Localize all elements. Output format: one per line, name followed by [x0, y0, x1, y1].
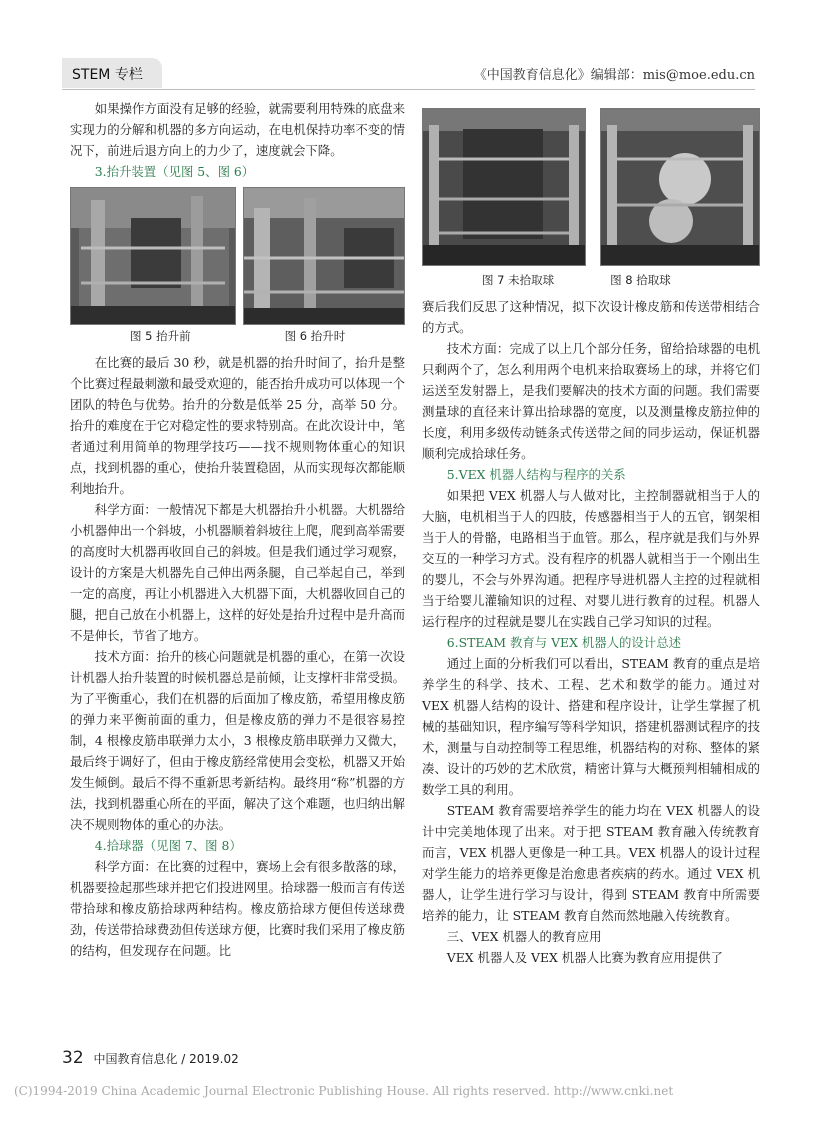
figure-8-caption: 图 8 拾取球	[610, 273, 671, 287]
page-number: 32	[62, 1048, 84, 1068]
left-column	[70, 98, 405, 961]
section-tab	[62, 58, 162, 88]
subheading-lifting-device: 3.抬升装置（见图 5、图 6）	[94, 164, 255, 179]
paragraph: 科学方面：在比赛的过程中，赛场上会有很多散落的球，机器要捡起那些球并把它们投进网里。拾球器一般而言有传送带拾球和橡皮筋拾球两种结构。橡皮筋拾球方便但传送球费劲，传送带拾球费劲但传送球方便，比赛时我们采用了橡皮筋的结构，但发现存在问题。比	[70, 859, 405, 958]
paragraph: 赛后我们反思了这种情况，拟下次设计橡皮筋和传送带相结合的方式。	[422, 299, 760, 335]
journal-issue: 中国教育信息化 / 2019.02	[93, 1052, 239, 1066]
subheading-steam-summary: 6.STEAM 教育与 VEX 机器人的设计总述	[446, 635, 681, 650]
copyright-notice: (C)1994-2019 China Academic Journal Electronic Publishing House. All rights reserved. http://www.cnki.net	[14, 1084, 674, 1098]
paragraph: 如果操作方面没有足够的经验，就需要利用特殊的底盘来实现力的分解和机器的多方向运动，在电机保持功率不变的情况下，前进后退方向上的力少了，速度就会下降。	[70, 101, 405, 158]
paragraph: 在比赛的最后 30 秒，就是机器的抬升时间了，抬升是整个比赛过程最刺激和最受欢迎的，能否抬升成功可以体现一个团队的特色与优势。抬升的分数是低举 25 分，高举 50 分。抬升的难度在于它对稳定性的要求特别高。在此次设计中，笔者通过利用简单的物理学技巧——找不规则物体重心的知识点，找到机器的重心，使抬升装置稳固，从而实现每次都能顺利地抬升。	[70, 355, 405, 496]
subheading-ball-picker: 4.拾球器（见图 7、图 8）	[94, 838, 242, 853]
header-divider	[62, 89, 755, 90]
paragraph: STEAM 教育需要培养学生的能力均在 VEX 机器人的设计中完美地体现了出来。对于把 STEAM 教育融入传统教育而言，VEX 机器人更像是一种工具。VEX 机器人的设计过程对学生能力的培养更像是治愈患者疾病的药水。通过 VEX 机器人，让学生进行学习与设计，得到 STEAM 教育中所需要培养的能力，让 STEAM 教育自然而然地融入传统教育。	[422, 803, 760, 923]
section-tab-label: STEM 专栏	[72, 67, 143, 83]
figure-5-photo	[70, 187, 236, 325]
subheading-structure-program: 5.VEX 机器人结构与程序的关系	[446, 467, 626, 482]
section-heading-education-application: 三、VEX 机器人的教育应用	[446, 929, 602, 944]
right-column	[422, 108, 760, 968]
figure-5-caption: 图 5 抬升前	[130, 329, 191, 343]
figure-7-photo	[422, 108, 586, 266]
paragraph: 科学方面：一般情况下都是大机器抬升小机器。大机器给小机器伸出一个斜坡，小机器顺着斜坡往上爬，爬到高举需要的高度时大机器再收回自己的斜坡。但是我们通过学习观察，设计的方案是大机器先自己伸出两条腿，自己举起自己，举到一定的高度，再让小机器进入大机器下面，大机器收回自己的腿，把自己放在小机器上，这样的好处是抬升过程中是升高而不是伸长，节省了地方。	[70, 502, 405, 643]
paragraph: 如果把 VEX 机器人与人做对比，主控制器就相当于人的大脑，电机相当于人的四肢，传感器相当于人的五官，钢架相当于人的骨骼，电路相当于血管。那么，程序就是我们与外界交互的一种学习方式。没有程序的机器人就相当于一个刚出生的婴儿，不会与外界沟通。把程序导进机器人主控的过程就相当于给婴儿灌输知识的过程、对婴儿进行教育的过程。机器人运行程序的过程就是婴儿在实践自己学习知识的过程。	[422, 488, 760, 629]
figure-6-photo	[243, 187, 405, 325]
journal-contact: 《中国教育信息化》编辑部：mis@moe.edu.cn	[473, 68, 755, 83]
paragraph: 技术方面：完成了以上几个部分任务，留给拾球器的电机只剩两个了，怎么利用两个电机来拾取赛场上的球，并将它们运送至发射器上，是我们要解决的技术方面的问题。我们需要测量球的直径来计算出拾球器的宽度，以及测量橡皮筋拉伸的长度，利用多级传动链条式传送带之间的同步运动，保证机器顺利完成拾球任务。	[422, 341, 760, 461]
figure-6-caption: 图 6 抬升时	[284, 329, 346, 343]
page-footer	[62, 1048, 239, 1068]
paragraph: 技术方面：抬升的核心问题就是机器的重心，在第一次设计机器人抬升装置的时候机器总是前倾，让支撑杆非常受损。为了平衡重心，我们在机器的后面加了橡皮筋，希望用橡皮筋的弹力来平衡前面的重力，但是橡皮筋的弹力不是很容易控制，4 根橡皮筋串联弹力太小，3 根橡皮筋串联弹力又微大，最后终于调好了，但由于橡皮筋经常使用会变松，机器又开始发生倾倒。最后不得不重新思考新结构。最终用“称”机器的方法，找到机器重心所在的平面，解决了这个难题，也归纳出解决不规则物体的重心的办法。	[70, 649, 405, 832]
paragraph: 通过上面的分析我们可以看出，STEAM 教育的重点是培养学生的科学、技术、工程、艺术和数学的能力。通过对 VEX 机器人结构的设计、搭建和程序设计，让学生掌握了机械的基础知识，程序编写等科学知识，搭建机器测试程序的技术，测量与自动控制等工程思维，机器结构的对称、整体的紧凑、设计的巧妙的艺术欣赏，精密计算与大概预判相辅相成的数学工具的利用。	[422, 656, 760, 797]
figure-7-caption: 图 7 未拾取球	[482, 273, 555, 287]
paragraph: VEX 机器人及 VEX 机器人比赛为教育应用提供了	[446, 950, 723, 965]
figure-8-photo	[600, 108, 760, 266]
